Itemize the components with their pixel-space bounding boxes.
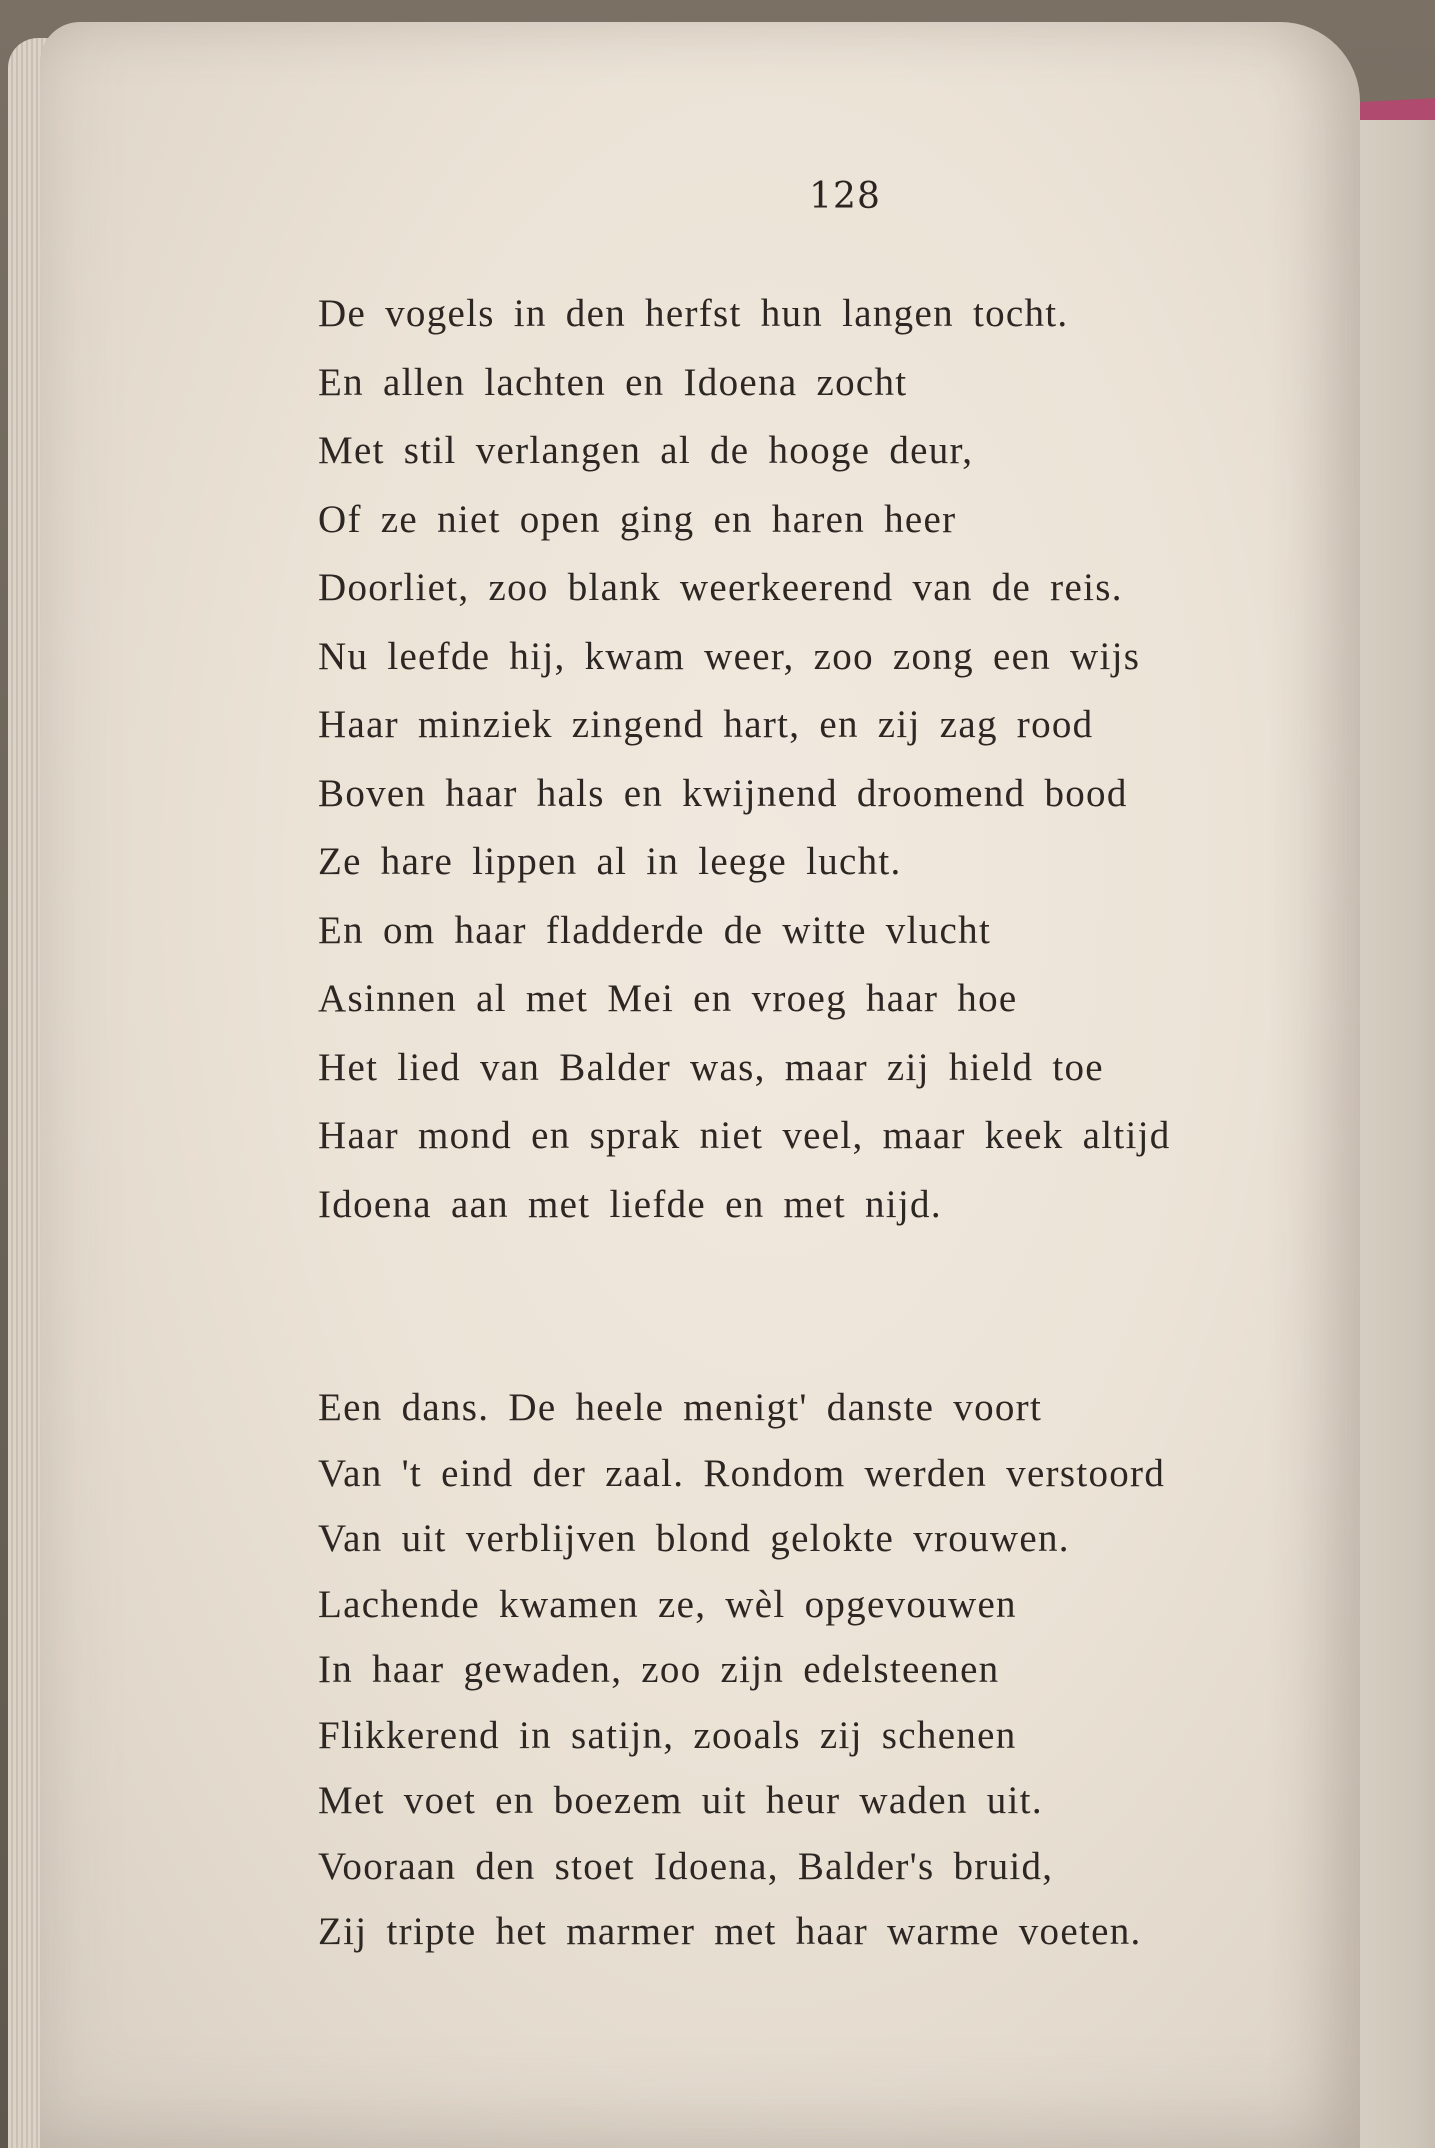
- poem-line: Zij tripte het marmer met haar warme voeten.: [318, 1910, 1142, 1953]
- poem-line: Vooraan den stoet Idoena, Balder's bruid,: [318, 1844, 1054, 1888]
- poem-line: De vogels in den herfst hun langen tocht.: [318, 292, 1069, 335]
- poem-line: Flikkerend in satijn, zooals zij schenen: [318, 1713, 1017, 1757]
- stanza-2: [318, 1375, 1165, 1965]
- poem-line: Haar minziek zingend hart, en zij zag rood: [318, 703, 1094, 746]
- poem-line: Een dans. De heele menigt' danste voort: [318, 1386, 1043, 1429]
- poem-line: Van 't eind der zaal. Rondom werden verstoord: [318, 1451, 1166, 1495]
- poem-line: En om haar fladderde de witte vlucht: [318, 908, 992, 952]
- poem-line: En allen lachten en Idoena zocht: [318, 360, 908, 404]
- poem-line: Lachende kwamen ze, wèl opgevouwen: [318, 1582, 1017, 1626]
- poem-line: Of ze niet open ging en haren heer: [318, 497, 957, 541]
- poem-line: Boven haar hals en kwijnend droomend bood: [318, 771, 1128, 815]
- poem-line: Asinnen al met Mei en vroeg haar hoe: [318, 977, 1018, 1020]
- poem-line: Met voet en boezem uit heur waden uit.: [318, 1779, 1043, 1822]
- poem-line: Van uit verblijven blond gelokte vrouwen.: [318, 1517, 1070, 1560]
- stanza-1: [318, 280, 1171, 1239]
- poem-line: Doorliet, zoo blank weerkeerend van de reis.: [318, 566, 1123, 609]
- poem-line: Het lied van Balder was, maar zij hield toe: [318, 1045, 1104, 1089]
- poem-line: Haar mond en sprak niet veel, maar keek altijd: [318, 1114, 1171, 1157]
- poem-line: Ze hare lippen al in leege lucht.: [318, 840, 902, 883]
- poem-line: Idoena aan met liefde en met nijd.: [318, 1182, 942, 1226]
- poem-line: Nu leefde hij, kwam weer, zoo zong een wijs: [318, 634, 1141, 678]
- page-number: 128: [809, 176, 881, 217]
- poem-line: Met stil verlangen al de hooge deur,: [318, 429, 974, 472]
- poem-line: In haar gewaden, zoo zijn edelsteenen: [318, 1648, 1000, 1691]
